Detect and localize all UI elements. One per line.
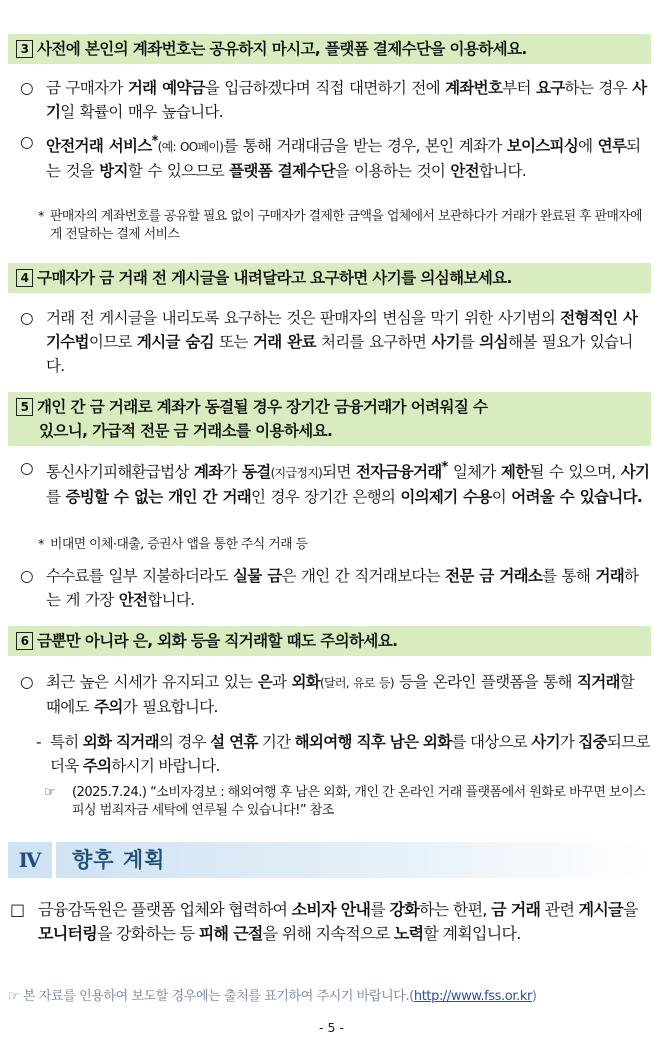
s6-sub-item: - 특히 외화 직거래의 경우 설 연휴 기간 해외여행 직후 남은 외화를 대상으로 사기가 집중되므로 더욱 주의하시기 바랍니다.: [36, 733, 650, 775]
section-5-heading: [8, 392, 651, 446]
section-4-heading: [8, 263, 651, 293]
bullet-circle: ○: [20, 79, 33, 97]
bullet-circle: ○: [20, 673, 33, 691]
bullet-circle: ○: [20, 133, 33, 151]
s3-paragraph-1: ○ 금 구매자가 거래 예약금을 입금하겠다며 직접 대면하기 전에 계좌번호부터 요구하는 경우 사기일 확률이 매우 높습니다.: [20, 76, 650, 124]
chapter-title: 향후 계획: [72, 848, 166, 872]
citation-notice: ☞ 본 자료를 인용하여 보도할 경우에는 출처를 표기하여 주시기 바랍니다.(http://www.fss.or.kr): [8, 989, 537, 1004]
bullet-circle: ○: [20, 567, 33, 585]
section-title-line-1: 개인 간 금 거래로 계좌가 동결될 경우 장기간 금융거래가 어려워질 수: [37, 398, 488, 416]
plan-paragraph: □ 금융감독원은 플랫폼 업체와 협력하여 소비자 안내를 강화하는 한편, 금 거래 관련 게시글을 모니터링을 강화하는 등 피해 근절을 위해 지속적으로 노력할 계획입니다.: [10, 900, 638, 943]
s6-paragraph-1: ○ 최근 높은 시세가 유지되고 있는 은과 외화(달러, 유로 등) 등을 온라인 플랫폼을 통해 직거래할 때에도 주의가 필요합니다.: [20, 670, 650, 719]
pointing-hand-icon: ☞: [8, 989, 20, 1004]
chapter-number: Ⅳ: [8, 842, 52, 878]
s3-footnote: * 판매자의 계좌번호를 공유할 필요 없이 구매자가 결제한 금액을 업체에서 보관하다가 거래가 완료된 후 판매자에게 전달하는 결제 서비스: [38, 209, 643, 242]
s5-paragraph-2: ○ 수수료를 일부 지불하더라도 실물 금은 개인 간 직거래보다는 전문 금 거래소를 통해 거래하는 게 가장 안전합니다.: [20, 564, 650, 612]
chapter-header-bar: [56, 842, 651, 878]
pointing-hand-icon: ☞: [44, 785, 56, 800]
section-number: 5: [16, 398, 33, 416]
section-title: 구매자가 금 거래 전 게시글을 내려달라고 요구하면 사기를 의심해보세요.: [37, 269, 512, 287]
section-6-heading: [8, 626, 651, 656]
section-number: 4: [16, 269, 33, 287]
s4-paragraph-1: ○ 거래 전 게시글을 내리도록 요구하는 것은 판매자의 변심을 막기 위한 사기범의 전형적인 사기수법이므로 게시글 숨김 또는 거래 완료 처리를 요구하면 사기를 의심해볼 필요가 있습니다.: [20, 306, 650, 378]
bullet-circle: ○: [20, 309, 33, 327]
section-number: 3: [16, 40, 33, 58]
s5-footnote: * 비대면 이체·대출, 증권사 앱을 통한 주식 거래 등: [38, 537, 308, 552]
section-title: 사전에 본인의 계좌번호는 공유하지 마시고, 플랫폼 결제수단을 이용하세요.: [37, 40, 527, 58]
s3-paragraph-2: ○ 안전거래 서비스*(예: OO페이)를 통해 거래대금을 받는 경우, 본인 계좌가 보이스피싱에 연루되는 것을 방지할 수 있으므로 플랫폼 결제수단을 이용하는 것이 안전합니다.: [20, 130, 650, 183]
section-title-line-2: 있으니, 가급적 전문 금 거래소를 이용하세요.: [39, 422, 333, 440]
bullet-circle: ○: [20, 459, 33, 477]
checkbox-square-icon: □: [10, 900, 25, 919]
section-number: 6: [16, 632, 33, 650]
fss-website-link[interactable]: http://www.fss.or.kr: [413, 989, 532, 1004]
s6-reference: ☞ (2025.7.24.) “소비자경보 : 해외여행 후 남은 외화, 개인 간 온라인 거래 플랫폼에서 원화로 바꾸면 보이스피싱 범죄자금 세탁에 연루될 수 있습니다!” 참조: [44, 785, 646, 818]
s5-paragraph-1: ○ 통신사기피해환급법상 계좌가 동결(지급정지)되면 전자금융거래* 일체가 제한될 수 있으며, 사기를 증빙할 수 없는 개인 간 거래인 경우 장기간 은행의 이의제기 수용이 어려울 수 있습니다.: [20, 456, 650, 509]
section-3-heading: [8, 34, 651, 64]
section-title: 금뿐만 아니라 은, 외화 등을 직거래할 때도 주의하세요.: [37, 632, 398, 650]
page-number: - 5 -: [319, 1020, 344, 1035]
